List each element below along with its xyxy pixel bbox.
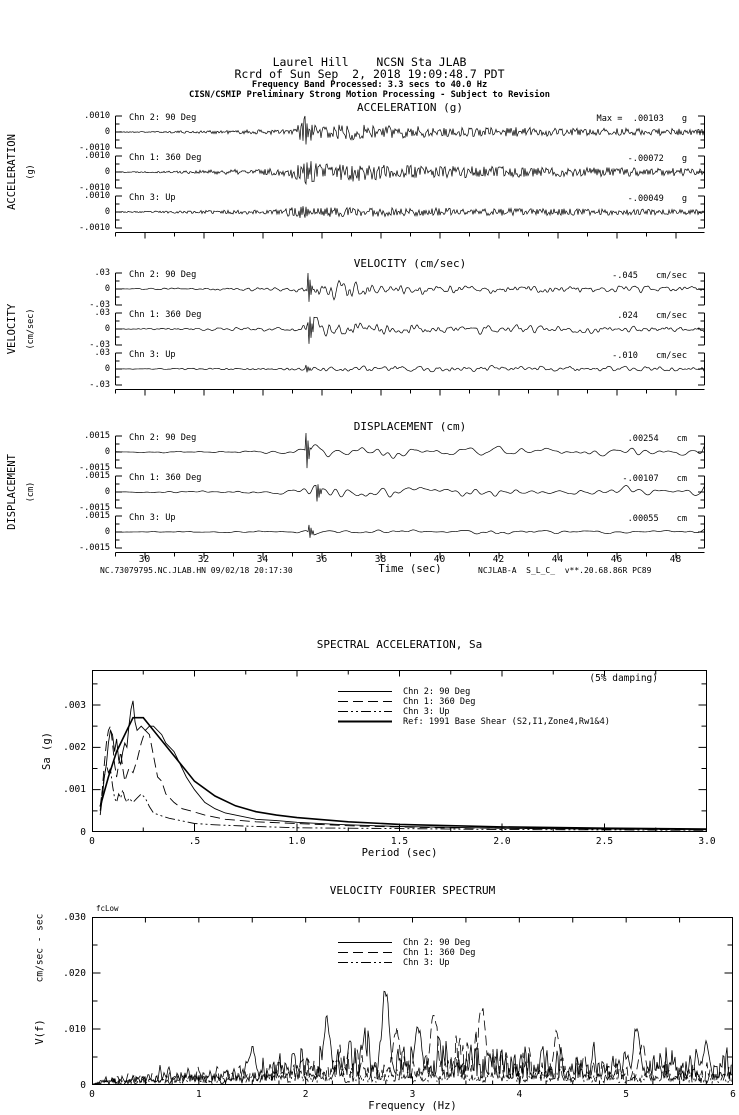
acceleration-title: ACCELERATION (g)	[357, 101, 463, 114]
frequency-band-note: Frequency Band Processed: 3.3 secs to 40.0 Hz	[251, 80, 488, 90]
processing-note: CISN/CSMIP Preliminary Strong Motion Processing - Subject to Revision	[189, 90, 550, 100]
scale-label-bottom-velocity-3: -.03	[89, 380, 110, 390]
time-axis-title: Time (sec)	[378, 563, 442, 575]
time-tick-label-40: 40	[433, 554, 446, 565]
waveform-trace-acceleration-2	[115, 161, 704, 184]
sa-legend-label-1: Chn 2: 90 Deg	[403, 687, 471, 697]
peak-value-label-velocity-3: -.010	[612, 351, 638, 361]
peak-value-label-displacement-2: -.00107	[622, 474, 659, 484]
sa-title: SPECTRAL ACCELERATION, Sa	[316, 638, 483, 651]
peak-value-label-acceleration-3: -.00049	[627, 194, 664, 204]
vf-xtick-1: 1	[195, 1089, 202, 1100]
scale-label-bottom-displacement-2: -.0015	[78, 503, 110, 513]
acceleration-side-label: ACCELERATION	[6, 134, 18, 210]
sa-legend-label-3: Chn 3: Up	[403, 707, 450, 717]
vf-ytick-.020: .020	[63, 967, 86, 979]
peak-unit-label-displacement-2: cm	[676, 474, 687, 484]
peak-unit-label-acceleration-1: g	[681, 114, 687, 124]
scale-label-top-acceleration-3: .0010	[84, 191, 110, 201]
peak-row-velocity-1	[115, 271, 703, 281]
time-axis-acceleration	[115, 232, 705, 240]
processing-id-footer: NCJLAB-A S_L_C_ v**.20.68.86R PC89	[478, 566, 652, 575]
vf-ylabel: V(f)	[34, 1019, 46, 1045]
scale-label-bottom-velocity-1: -.03	[89, 300, 110, 310]
time-axis-line-acceleration	[116, 233, 706, 239]
vf-title: VELOCITY FOURIER SPECTRUM	[329, 884, 496, 897]
velocity-title: VELOCITY (cm/sec)	[353, 257, 467, 270]
vf-xtick-6: 6	[730, 1089, 736, 1100]
time-tick-label-34: 34	[256, 554, 269, 565]
scale-label-top-acceleration-1: .0010	[84, 111, 110, 121]
peak-row-velocity-3	[115, 351, 703, 361]
scale-label-top-velocity-1: .03	[94, 268, 110, 278]
sa-xlabel: Period (sec)	[361, 847, 438, 859]
acceleration-side-unit: (g)	[26, 164, 36, 180]
scale-label-top-displacement-2: .0015	[84, 471, 110, 481]
fc-low-annotation: fcLow	[96, 904, 119, 913]
peak-row-acceleration-1	[115, 114, 703, 124]
channel-label-displacement-3: Chn 3: Up	[129, 513, 176, 523]
scale-label-bottom-acceleration-1: -.0010	[78, 143, 110, 153]
peak-unit-label-velocity-2: cm/sec	[655, 311, 687, 321]
scale-label-zero-velocity-2: 0	[104, 324, 110, 334]
scale-label-zero-velocity-1: 0	[104, 284, 110, 294]
vf-xtick-4: 4	[516, 1089, 523, 1100]
sa-ytick-.002: .002	[63, 741, 86, 753]
peak-row-displacement-1	[115, 434, 703, 444]
station-title: Laurel Hill NCSN Sta JLAB	[272, 55, 467, 69]
scale-label-zero-velocity-3: 0	[104, 364, 110, 374]
peak-row-velocity-2	[115, 311, 703, 321]
scale-label-bottom-velocity-2: -.03	[89, 340, 110, 350]
time-axis-velocity	[115, 389, 705, 397]
scale-label-bottom-acceleration-2: -.0010	[78, 183, 110, 193]
channel-label-acceleration-2: Chn 1: 360 Deg	[129, 153, 202, 163]
vf-legend-line-3	[337, 958, 393, 967]
vf-xlabel: Frequency (Hz)	[368, 1100, 457, 1112]
velocity-side-label: VELOCITY	[6, 303, 18, 355]
vf-ylabel-unit: cm/sec - sec	[34, 913, 46, 983]
peak-value-label-velocity-2: .024	[617, 311, 638, 321]
sa-legend-line-1	[337, 687, 393, 696]
channel-label-displacement-2: Chn 1: 360 Deg	[129, 473, 202, 483]
peak-unit-label-velocity-3: cm/sec	[655, 351, 687, 361]
scale-label-zero-displacement-1: 0	[104, 447, 110, 457]
waveform-trace-velocity-3	[115, 365, 704, 372]
scale-label-top-displacement-1: .0015	[84, 431, 110, 441]
damping-annotation: (5% damping)	[589, 673, 658, 684]
sa-series-3	[100, 764, 707, 830]
time-tick-label-36: 36	[315, 554, 328, 565]
peak-unit-label-velocity-1: cm/sec	[655, 271, 687, 281]
sa-legend-line-3	[337, 707, 393, 716]
time-axis-line-velocity	[116, 390, 706, 396]
time-tick-label-32: 32	[197, 554, 210, 565]
scale-label-zero-acceleration-2: 0	[104, 167, 110, 177]
sa-ytick-.001: .001	[63, 784, 86, 796]
vf-legend-label-3: Chn 3: Up	[403, 958, 450, 968]
scale-label-zero-acceleration-1: 0	[104, 127, 110, 137]
peak-value-label-displacement-1: .00254	[627, 434, 659, 444]
displacement-side-label: DISPLACEMENT	[6, 454, 18, 530]
peak-unit-label-acceleration-3: g	[681, 194, 687, 204]
time-tick-label-44: 44	[551, 554, 564, 565]
channel-label-velocity-3: Chn 3: Up	[129, 350, 176, 360]
vf-xtick-5: 5	[623, 1089, 630, 1100]
vf-xtick-2: 2	[302, 1089, 309, 1100]
peak-value-label-velocity-1: -.045	[612, 271, 638, 281]
scale-label-bottom-displacement-3: -.0015	[78, 543, 110, 553]
vf-series-2	[92, 1008, 733, 1084]
sa-xtick-0: 0	[89, 836, 95, 847]
sa-xtick-1.0: 1.0	[288, 836, 306, 847]
peak-value-label-acceleration-1: Max = .00103	[596, 114, 664, 124]
time-tick-label-30: 30	[138, 554, 151, 565]
channel-label-velocity-2: Chn 1: 360 Deg	[129, 310, 202, 320]
vf-legend-label-1: Chn 2: 90 Deg	[403, 938, 471, 948]
sa-xtick-2.5: 2.5	[595, 836, 614, 847]
sa-xtick-.5: .5	[188, 836, 201, 847]
peak-row-acceleration-3	[115, 194, 703, 204]
displacement-side-unit: (cm)	[26, 481, 36, 503]
sa-legend-line-2	[337, 697, 393, 706]
channel-label-acceleration-3: Chn 3: Up	[129, 193, 176, 203]
sa-xtick-1.5: 1.5	[390, 836, 409, 847]
peak-row-displacement-2	[115, 474, 703, 484]
record-id-footer: NC.73079795.NC.JLAB.HN 09/02/18 20:17:30	[100, 566, 293, 575]
sa-series-4	[100, 718, 707, 829]
scale-label-zero-acceleration-3: 0	[104, 207, 110, 217]
vf-series-1	[92, 991, 733, 1084]
displacement-title: DISPLACEMENT (cm)	[353, 420, 467, 433]
vf-legend-line-1	[337, 938, 393, 947]
sa-legend-label-4: Ref: 1991 Base Shear (S2,I1,Zone4,Rw1&4)	[403, 717, 610, 727]
peak-value-label-displacement-3: .00055	[627, 514, 659, 524]
peak-unit-label-displacement-3: cm	[676, 514, 687, 524]
peak-value-label-acceleration-2: -.00072	[627, 154, 664, 164]
scale-label-top-velocity-2: .03	[94, 308, 110, 318]
channel-label-velocity-1: Chn 2: 90 Deg	[129, 270, 197, 280]
peak-unit-label-acceleration-2: g	[681, 154, 687, 164]
record-timestamp: Rcrd of Sun Sep 2, 2018 19:09:48.7 PDT	[234, 67, 505, 81]
vf-ytick-.030: .030	[63, 911, 86, 923]
vf-legend-line-2	[337, 948, 393, 957]
scale-label-bottom-displacement-1: -.0015	[78, 463, 110, 473]
vf-ytick-.010: .010	[63, 1023, 86, 1035]
peak-row-acceleration-2	[115, 154, 703, 164]
time-tick-label-48: 48	[669, 554, 682, 565]
waveform-trace-displacement-3	[115, 525, 704, 538]
time-tick-label-42: 42	[492, 554, 505, 565]
sa-xtick-2.0: 2.0	[493, 836, 511, 847]
sa-ylabel: Sa (g)	[41, 732, 53, 770]
sa-legend-line-4	[337, 717, 393, 726]
report-header	[0, 56, 739, 100]
scale-label-zero-displacement-3: 0	[104, 527, 110, 537]
velocity-side-unit: (cm/sec)	[26, 308, 36, 350]
scale-label-top-velocity-3: .03	[94, 348, 110, 358]
sa-legend-label-2: Chn 1: 360 Deg	[403, 697, 476, 707]
vf-xtick-3: 3	[409, 1089, 416, 1100]
waveform-trace-displacement-2	[115, 484, 704, 501]
scale-label-bottom-acceleration-3: -.0010	[78, 223, 110, 233]
sa-ytick-0: 0	[80, 826, 86, 838]
sa-xtick-3.0: 3.0	[698, 836, 716, 847]
scale-label-top-acceleration-2: .0010	[84, 151, 110, 161]
scale-label-top-displacement-3: .0015	[84, 511, 110, 521]
sa-ticks	[93, 671, 707, 832]
scale-label-zero-displacement-2: 0	[104, 487, 110, 497]
vf-ytick-0: 0	[80, 1079, 86, 1091]
channel-label-displacement-1: Chn 2: 90 Deg	[129, 433, 197, 443]
sa-frame	[93, 671, 707, 832]
time-tick-label-46: 46	[610, 554, 623, 565]
channel-label-acceleration-1: Chn 2: 90 Deg	[129, 113, 197, 123]
vf-legend-label-2: Chn 1: 360 Deg	[403, 948, 476, 958]
sa-ytick-.003: .003	[63, 699, 86, 711]
sa-plot	[92, 670, 707, 832]
time-tick-label-38: 38	[374, 554, 387, 565]
peak-unit-label-displacement-1: cm	[676, 434, 687, 444]
peak-row-displacement-3	[115, 514, 703, 524]
vf-xtick-0: 0	[89, 1089, 95, 1100]
waveform-trace-acceleration-3	[115, 206, 704, 218]
